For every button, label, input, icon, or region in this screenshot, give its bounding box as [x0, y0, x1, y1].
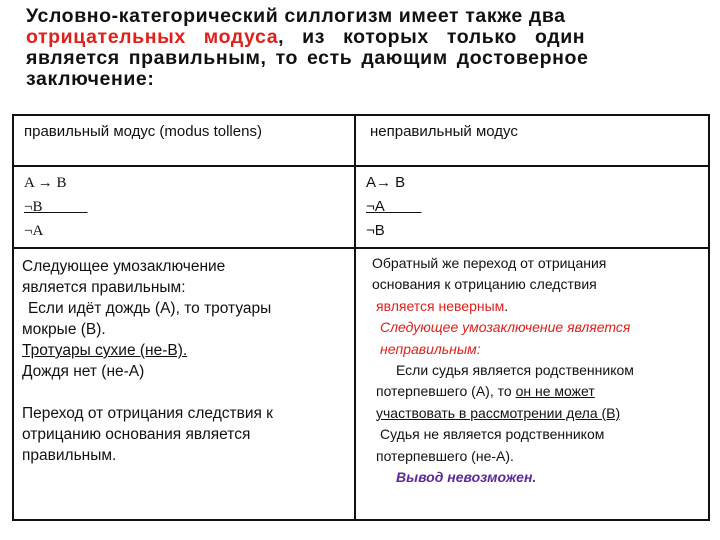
header-right: неправильный модус	[370, 123, 518, 140]
body-line: потерпевшего (не-А).	[376, 447, 514, 464]
body-line	[366, 381, 706, 402]
body-line: Вывод невозможен.	[396, 469, 537, 486]
body-line: Следующее умозаключение является	[380, 319, 631, 336]
heading-line-3: является правильным, то есть дающим достоверное	[26, 47, 589, 69]
body-line: правильным.	[22, 447, 117, 464]
body-line: участвовать в рассмотрении дела (В)	[376, 404, 621, 421]
body-line: Переход от отрицания следствия к	[22, 405, 273, 422]
heading-red-phrase: отрицательных модуса	[26, 26, 279, 48]
body-line: Обратный же переход от отрицания	[372, 255, 607, 271]
body-line: Судья не является родственником	[380, 426, 605, 443]
heading-word: силлогизм	[284, 5, 393, 27]
body-line: Если идёт дождь (А), то тротуары	[28, 300, 272, 317]
formula-term: ¬B	[24, 199, 43, 215]
body-line: мокрые (В).	[22, 321, 106, 338]
red-phrase: является неверным	[376, 297, 505, 314]
body-text: он не может	[515, 383, 595, 400]
body-line: является правильным:	[22, 279, 186, 296]
slide-heading	[26, 6, 706, 90]
table-row-divider	[14, 247, 708, 249]
heading-word: два	[528, 5, 566, 27]
body-line: Если судья является родственником	[396, 362, 634, 379]
formula-line	[24, 195, 87, 219]
body-line: отрицанию основания является	[22, 426, 251, 443]
heading-word: Условно-категорический	[26, 5, 279, 27]
heading-word: также	[465, 5, 523, 27]
left-body	[22, 256, 352, 466]
right-formula	[366, 171, 421, 243]
heading-word: имеет	[398, 5, 460, 27]
formula-line: ¬B	[366, 222, 385, 239]
formula-line: ¬A	[24, 223, 44, 239]
formula-line	[366, 195, 421, 219]
right-body	[366, 253, 706, 488]
table-row-divider	[14, 165, 708, 167]
body-line: Дождя нет (не-А)	[22, 363, 145, 380]
heading-line-1	[26, 6, 706, 27]
formula-line: A → B	[24, 175, 67, 191]
left-formula	[24, 171, 87, 243]
heading-line-2	[26, 27, 706, 48]
formula-line: A→ B	[366, 174, 406, 191]
table-column-divider	[354, 116, 356, 519]
modus-table	[12, 114, 710, 521]
formula-term: ¬A	[366, 198, 384, 215]
header-left: правильный модус (modus tollens)	[24, 123, 262, 140]
body-text: .	[504, 297, 509, 314]
heading-line-4: заключение:	[26, 68, 155, 90]
body-line: неправильным:	[380, 340, 481, 357]
body-line: Следующее умозаключение	[22, 258, 226, 275]
body-line: Тротуары сухие (не-В).	[22, 342, 188, 359]
body-text: потерпевшего (А), то	[376, 383, 516, 400]
body-line	[366, 296, 706, 317]
body-line: основания к отрицанию следствия	[372, 276, 597, 293]
heading-line-2-rest: , из которых только один	[278, 26, 586, 48]
